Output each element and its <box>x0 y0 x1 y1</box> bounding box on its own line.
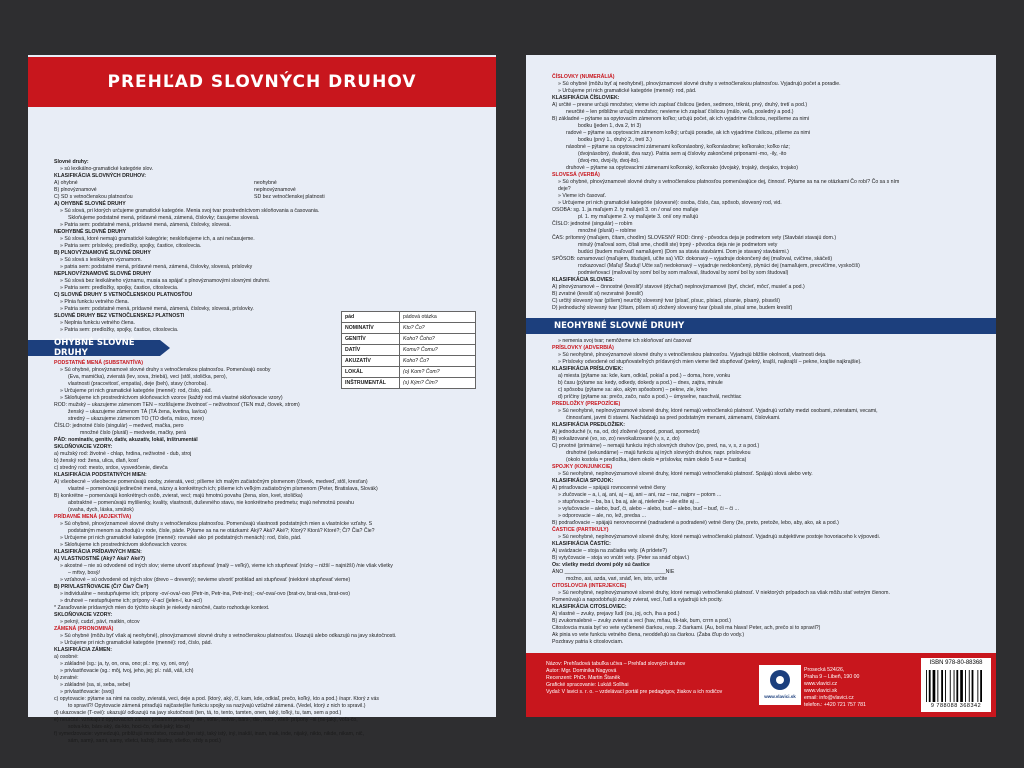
text-line: – mŕtvy, bosý/ <box>68 570 100 576</box>
text-line: ČÍSLO: jednotné číslo (singulár) – medveď, mačka, pero <box>54 423 184 429</box>
text-line: Os: všetky medzi dvomi póly sú častice <box>552 562 650 568</box>
text-line: » nemenia svoj tvar; nemôžeme ich skloňovať ani časovať <box>558 338 692 344</box>
text-line: SPOJKY (KONJUNKCIE) <box>552 464 613 470</box>
text-line: » Určujeme pri nich gramatické kategórie (slovesné): osoba, číslo, čas, spôsob, slovesný rod, vid. <box>558 200 782 206</box>
text-line: » Neplnia funkciu vetného člena. <box>60 320 135 326</box>
footer-credits <box>546 661 722 696</box>
text-line: » Sú ohybné, plnovýznamové slovné druhy s vetnočlenskou platnosťou pomenúvajúce dej, činnosť. Pýtame sa na ne otázkami Čo robí? Čo sa s ním <box>558 179 900 185</box>
text-line: » Plnia funkciu vetného člena. <box>60 299 129 305</box>
barcode-bar <box>977 670 978 702</box>
classification-cell: B) plnovýznamové <box>54 187 97 193</box>
barcode-bar <box>965 670 966 702</box>
barcode-bar <box>972 670 974 702</box>
text-line: deje? <box>558 186 571 192</box>
text-line: A) VLASTNOSTNÉ (Aký? Aká? Aké?) <box>54 556 145 562</box>
text-line: PRÍDAVNÉ MENÁ (ADJEKTÍVA) <box>54 514 132 520</box>
text-line: pl. 1. my maľujeme 2. vy maľujete 3. oni/ ony maľujú <box>578 214 699 220</box>
case-name-cell: DATÍV <box>342 345 400 356</box>
text-line: CITOSLOVCIA (INTERJEKCIE) <box>552 583 627 589</box>
text-line: » Určujeme pri nich gramatické kategórie (menné): rod, číslo, pád. <box>60 388 212 394</box>
text-line: KLASIFIKÁCIA SLOVNÝCH DRUHOV: <box>54 173 147 179</box>
publisher-logo <box>759 665 801 705</box>
text-line: B) vytyčovacie – stoja vo vnútri vety. (Peter sa snáď objaví.) <box>552 555 690 561</box>
text-line: násobné – pýtame sa opytovacími zámenami koľkonásobný, koľkonásobne; koľkorako; koľko ráz; <box>566 144 790 150</box>
barcode-bar <box>950 670 951 702</box>
text-line: KLASIFIKÁCIA PRÍSLOVIEK: <box>552 366 623 372</box>
text-line: » stupňovacie – ba, ba i, ba aj, ale aj, nielenže – ale ešte aj ... <box>558 499 700 505</box>
barcode-bar <box>956 670 958 702</box>
table-header-cell: pád <box>342 312 400 323</box>
text-line: podstatným menom sa zhodujú v rode, čísle, páde. Pýtame sa na ne otázkami: Aký? Aká? Aké?; Ktorý? Ktorá? Ktoré?; Čí? Čia? Čie? <box>68 528 375 534</box>
text-line: KLASIFIKÁCIA CITOSLOVIEC: <box>552 604 627 610</box>
text-line: » Sú neohybné, neplnovýznamové slovné druhy, ktoré nemajú vetnočlenskú platnosť. Vyjadrujú vzťahy medzi osobami, zvieratami, vecami, <box>558 408 878 414</box>
barcode-bar <box>960 670 963 702</box>
case-question-cell: (s) Kým? Čím? <box>400 378 476 389</box>
barcode-bar <box>980 670 982 702</box>
text-line: » privlastňovacie: (svoj) <box>60 689 115 695</box>
classification-columns <box>54 180 470 201</box>
text-line: » pekný, cudzí, páví, matkin, otcov <box>60 619 140 625</box>
text-line: » Patria sem: predložky, spojky, častice, citoslovcia. <box>60 327 179 333</box>
credit-line: Vydal: V lavici s. r. o. – vzdelávací portál pre pedagógov, žiakov a ich rodičov <box>546 689 723 695</box>
text-line: c) opytovacie: pýtame sa nimi na osoby, zvieratá, veci, deje a pod. (ktorý, aký, čí, kam, kde, odkiaľ, prečo, koľký, kto a pod.) /napr. Ktorý z vás <box>54 696 379 702</box>
text-line: » Patria sem: príslovky, predložky, spojky, častice, citoslovcia. <box>60 243 202 249</box>
classification-cell: neohybné <box>254 180 277 186</box>
text-line: SLOVESÁ (VERBÁ) <box>552 172 600 178</box>
text-line: (svaha, dych, láska, smútok) <box>68 507 134 513</box>
text-line: » Sú slová bez lexikálneho významu, musia sa spájať s plnovýznamovými slovnými druhmi. <box>60 278 271 284</box>
text-line: KLASIFIKÁCIA SPOJOK: <box>552 478 614 484</box>
text-line: B) PLNOVÝZNAMOVÉ SLOVNÉ DRUHY <box>54 250 151 256</box>
table-row <box>342 367 476 378</box>
text-line: » Sú neohybné, neplnovýznamové slovné druhy, ktoré nemajú vetnočlenskú platnosť. Spájajú slová alebo vety. <box>558 471 813 477</box>
text-line: a) miesta (pýtame sa: kde, kam, odkiaľ, pokiaľ a pod.) – doma, hore, vonku <box>558 373 731 379</box>
isbn-label: ISBN 978-80-88368 <box>929 660 983 666</box>
text-line: » Vieme ich časovať. <box>558 193 607 199</box>
text-line: » základné (sa, si, seba, sebe) <box>60 682 131 688</box>
table-row <box>342 345 476 356</box>
publisher-address <box>804 667 866 709</box>
text-line: KLASIFIKÁCIA ČASTÍC: <box>552 541 611 547</box>
table-header-cell: pádová otázka <box>400 312 476 323</box>
address-line: Prosecká 524/26, <box>804 667 845 673</box>
text-line: b) ženský rod: žena, ulica, dlaň, kosť <box>54 458 139 464</box>
barcode <box>921 658 991 712</box>
logo-icon <box>770 670 790 690</box>
table-row <box>342 334 476 345</box>
footer <box>526 653 996 717</box>
text-line: sám, samý, sami, samy, všetci, každý, žiadny, všetko, vždy a pod.) <box>68 738 221 744</box>
numerals-verbs-block <box>526 55 996 312</box>
text-line: c) stredný rod: mesto, srdce, vysvedčenie, dievča <box>54 465 168 471</box>
text-line: » Sú slová, ktoré nemajú gramatické kategórie; neskloňujeme ich, a ani nečasujeme. <box>60 236 255 242</box>
text-line: ženský – ukazujeme zámenom TÁ (TÁ žena, kvetina, lavica) <box>68 409 207 415</box>
text-line: » Sú ohybné, plnovýznamové slovné druhy s vetnočlenskou platnosťou. Pomenúvajú vlastnosti podstatných mien a vlastnícke vzťahy. S <box>60 521 373 527</box>
text-line: C) SLOVNÉ DRUHY S VETNOČLENSKOU PLATNOSŤOU <box>54 292 193 298</box>
text-line: neurčité – len približne určujú množstvo; nevieme ich zapísať číslicou (málo, veľa, posledný a pod.) <box>566 109 794 115</box>
table-row <box>342 356 476 367</box>
text-line: A) OHYBNÉ SLOVNÉ DRUHY <box>54 201 126 207</box>
text-line: KLASIFIKÁCIA PODSTATNÝCH MIEN: <box>54 472 147 478</box>
text-line: B) základné – pýtame sa opytovacím zámenom koľko; určujú počet, ak ich vyjadríme číslicou, nepíšeme za nimi <box>552 116 809 122</box>
classification-cell: C) SD s vetnočlenskou platnosťou <box>54 194 133 200</box>
text-line: * Zaraďovanie prídavných mien do týchto skupín je niekedy náročné, často rozhoduje kontext. <box>54 605 270 611</box>
case-question-table <box>341 311 476 389</box>
text-line: budúci (budem maľovať/ namaľujem) (Dom sa stavia stavbármi. Dom je stavaný stavbármi.) <box>578 249 789 255</box>
text-line: vlastnosti (pracovitosť, empatia), deje (beh), stavy (choroba). <box>68 381 208 387</box>
case-question-cell: Koho? Čo? <box>400 356 476 367</box>
text-line: ÁNO ___________________________________NIE <box>552 569 675 575</box>
inflected-block <box>28 360 496 745</box>
case-name-cell: AKUZATÍV <box>342 356 400 367</box>
numerals-verbs-lines <box>552 74 970 312</box>
text-line: SPÔSOB: oznamovací (maľujem, študuješ, učíte sa) VID: dokonavý – vyjadruje dokončený dej (maľoval, cvičíme, skáčeš) <box>552 256 833 262</box>
text-line: » Patria sem: podstatné mená, prídavné mená, zámená, číslovky, slovesá, príslovky. <box>60 306 254 312</box>
text-line: B) vokalizované (vo, so, zo) nevokalizované (v, s, z, do) <box>552 436 680 442</box>
text-line: A) určité – presne určujú množstvo; vieme ich zapísať číslicou (jeden, sedmoro, trikrát, prvý, druhý, tretí a pod.) <box>552 102 808 108</box>
text-line: NEPLNOVÝZNAMOVÉ SLOVNÉ DRUHY <box>54 271 152 277</box>
text-line: f) vymedzovacie: vymedzujú, približujú množstvo, rozsah (ten istý, taký istý, iný, inakší, inam, inak, inde, nijaký, nikto, nikde, nikam, nič, <box>54 731 364 737</box>
text-line: bodku (jeden 1, dva 2, tri 3) <box>578 123 642 129</box>
text-line: (Eva, mamička), zvieratá (lev, sova, žriebä), veci (stôl, stolička, pero), <box>68 374 228 380</box>
text-line: množné (plurál) – robíme <box>578 228 636 234</box>
text-line: Slovné druhy: <box>54 159 89 165</box>
ean-number: 9 788088 368342 <box>930 703 982 709</box>
text-line: PRÍSLOVKY (ADVERBIÁ) <box>552 345 614 351</box>
text-line: » sú lexikálno-gramatické kategórie slov. <box>60 166 154 172</box>
inflected-lines <box>54 360 470 745</box>
text-line: c) spôsobu (pýtame sa: ako, akým spôsobom) – pekne, zle, krivo <box>558 387 708 393</box>
text-line: vlastné – pomenúvajú jedinečné mená, názvy a konkrétnych ich; píšeme ich veľkým začiatočným písmenom (Peter, Bratislava, Slovák) <box>68 486 378 492</box>
text-line: e) neurčité: vznikajú z opytovacích zámen pridaním predpony ne-, voľa-, sotva-, bárs-, da-, hoci-, všeli- prípony –si (ne-jaký, voľa-čo, <box>54 717 358 723</box>
text-line: A) uvádzacie – stoja na začiatku vety. (A prídete?) <box>552 548 667 554</box>
case-name-cell: LOKÁL <box>342 367 400 378</box>
text-line: KLASIFIKÁCIA ZÁMEN: <box>54 647 113 653</box>
text-line: B) zvukomalebné – zvuky zvierat a vecí (hav, mňau, tik-tak, bum, crrrn a pod.) <box>552 618 731 624</box>
case-name-cell: GENITÍV <box>342 334 400 345</box>
text-line: » Patria sem: predložky, spojky, častice, citoslovcia. <box>60 285 179 291</box>
credit-line: Recenzent: PhDr. Martin Štaněk <box>546 675 621 681</box>
text-line: bodku (prvý 1., druhý 2., tretí 3.) <box>578 137 652 143</box>
text-line: stredný – ukazujeme zámenom TO (TO dieťa, mäso, more) <box>68 416 205 422</box>
text-line: KLASIFIKÁCIA PREDLOŽIEK: <box>552 422 626 428</box>
text-line: ČÍSLO: jednotné (singulár) – robím <box>552 221 633 227</box>
address-line: email: info@vlavici.cz <box>804 695 854 701</box>
classification-row <box>54 180 470 187</box>
text-line: B) zvratné (kresliť si) nezvratné (kresliť) <box>552 291 643 297</box>
text-line: b) času (pýtame sa: kedy, odkedy, dokedy a pod.) – dnes, zajtra, minule <box>558 380 723 386</box>
text-line: sotva-kto, bárs-aký, da-kto, hoci-čo, všeli-jaký; kto-si) <box>68 724 190 730</box>
text-line: PÁD: nominatív, genitív, datív, akuzatív, lokál, inštrumentál <box>54 437 198 443</box>
text-line: » Patria sem: podstatné mená, prídavné mená, zámená, číslovky, slovesá. <box>60 222 231 228</box>
text-line: ZÁMENÁ (PRONOMINÁ) <box>54 626 114 632</box>
text-line: b) zvratné: <box>54 675 79 681</box>
text-line: PREDLOŽKY (PREPOZÍCIE) <box>552 401 621 407</box>
case-question-cell: Kto? Čo? <box>400 323 476 334</box>
text-line: ČÍSLOVKY (NUMERÁLIÁ) <box>552 74 615 80</box>
text-line: » zlučovacie – a, i, aj, ani, aj – aj, ani – ani, raz – raz, najprv – potom ... <box>558 492 722 498</box>
text-line: B) PRIVLASTŇOVACIE (Čí? Čia? Čie?) <box>54 584 149 590</box>
text-line: KLASIFIKÁCIA ČÍSLOVIEK: <box>552 95 620 101</box>
text-line: » Určujeme pri nich gramatické kategórie (menné): rod, pád. <box>558 88 697 94</box>
text-line: A) všeobecné – všeobecne pomenúvajú osoby, zvieratá, veci; píšeme ich malým začiatočným písmenom (človek, medveď, stôl, kresťan) <box>54 479 368 485</box>
barcode-bar <box>941 670 943 702</box>
case-question-cell: (o) Kom? Čom? <box>400 367 476 378</box>
section-header-uninflected <box>526 318 996 334</box>
uninflected-block <box>526 338 996 646</box>
text-line: činnosťami, javmi či stavmi. Nachádzajú sa pred podstatným menami, zámenami, číslovkami. <box>566 415 781 421</box>
text-line: SKLOŇOVACIE VZORY: <box>54 444 113 450</box>
text-line: » akostné – nie sú odvodené od iných slov; vieme utvoriť stupňovať (malý – veľký), vieme ich stupňovať (nízky – nižší – najnižší) /nie však všetky <box>60 563 393 569</box>
text-line: » Sú ohybné, plnovýznamové slovné druhy s vetnočlenskou platnosťou. Pomenúvajú osoby <box>60 367 271 373</box>
barcode-icon <box>926 670 986 702</box>
table-row <box>342 323 476 334</box>
text-line: A) priraďovacie – spájajú rovnocenné vetné členy <box>552 485 666 491</box>
text-line: Pozdravy patria k citoslovciam. <box>552 639 624 645</box>
uninflected-lines <box>552 338 970 646</box>
text-line: PODSTATNÉ MENÁ (SUBSTANTÍVA) <box>54 360 143 366</box>
text-line: » základné (sg.: ja, ty, on, ona, ono; pl.: my, vy, oni, ony) <box>60 661 189 667</box>
text-line: B) konkrétne – pomenúvajú konkrétnych osôb, zvierat, vecí; majú hmotnú povahu (žena, slon, kvet, stolička) <box>54 493 303 499</box>
text-line: » Skloňujeme ich prostredníctvom skloňovacích vzorov (každý rod má vlastné skloňovacie vzory) <box>60 395 283 401</box>
text-line: SKLOŇOVACIE VZORY: <box>54 612 113 618</box>
text-line: Skloňujeme podstatné mená, prídavné mená, zámená, číslovky; časujeme slovesá. <box>68 215 260 221</box>
classification-cell: neplnovýznamové <box>254 187 296 193</box>
section-title: OHYBNÉ SLOVNÉ DRUHY <box>54 338 135 358</box>
address-line: telefon.: +420 721 757 781 <box>804 702 866 708</box>
address-line: www.vlavici.cz <box>804 681 838 687</box>
text-line: » privlastňovacie (sg.: môj, tvoj, jeho, jej; pl.: náš, váš, ich) <box>60 668 194 674</box>
text-line: (dvoj-mo, dvoj-ily, dvoj-ito). <box>578 158 640 164</box>
classification-cell: SD bez vetnočlenskej platnosti <box>254 194 325 200</box>
case-question-cell: Koho? Čoho? <box>400 334 476 345</box>
text-line: SLOVNÉ DRUHY BEZ VETNOČLENSKEJ PLATNOSTI <box>54 313 185 319</box>
text-line: KLASIFIKÁCIA SLOVIES: <box>552 277 615 283</box>
text-line: minulý (maľoval som, čítali sme, chodili ste) trpný - pôvodca deja nie je podmetom vety <box>578 242 778 248</box>
text-line: abstraktné – pomenúvajú myšlienky, kvality, vlastnosti, duševného stavu, nie konkrétneho predmetu; majú nehmotnú povahu <box>68 500 354 506</box>
credit-line: Názov: Prehľadová tabuľka učiva – Prehľad slovných druhov <box>546 661 686 667</box>
title-banner <box>28 57 496 107</box>
text-line: a) osobné: <box>54 654 79 660</box>
text-line: NEOHYBNÉ SLOVNÉ DRUHY <box>54 229 127 235</box>
text-line: » Sú slová, pri ktorých určujeme gramatické kategórie. Menia svoj tvar prostredníctvom skloňovania a časovania. <box>60 208 320 214</box>
address-line: www.vlavici.sk <box>804 688 838 694</box>
text-line: B) podraďovacie – spájajú nerovnocenné (nadradené a podradené) vetné členy (že, preto, pretože, lebo, aby, ako, ak a pod.) <box>552 520 839 526</box>
credit-line: Grafické spracovanie: Lukáš Sollhai <box>546 682 629 688</box>
text-line: » vzťahové – sú odvodené od iných slov (drevo – drevený); nevieme utvoriť protiklad ani stupňovať (niektoré stupňovať vieme) <box>60 577 351 583</box>
text-line: Ak pinia vo vete funkciu vetného člena, neoddeľujú sa čiarkou. (Žaba čľup do vody.) <box>552 632 745 638</box>
text-line: množné číslo (plurál) – medvede, mačky, perá <box>80 430 187 436</box>
text-line: » Príslovky odvodené od stupňovateľných prídavných mien vieme tiež stupňovať (pekný, krajší, najkrajší – pekne, krajšie najkrajšie). <box>558 359 862 365</box>
address-line: Praha 9 – Libeň, 190 00 <box>804 674 860 680</box>
intro-block <box>28 107 496 334</box>
text-line: možno, asi, azda, vari, snáď, len, isto, určite <box>566 576 668 582</box>
poster-title: PREHĽAD SLOVNÝCH DRUHOV <box>107 72 417 92</box>
credit-line: Autor: Mgr. Dominika Nagyová <box>546 668 617 674</box>
text-line: (okolo kostola = predložka, idem okolo = príslovka; mám okolo 5 eur = častica) <box>566 457 747 463</box>
text-line: d) príčiny (pýtame sa: prečo, začo, načo a pod.) – úmyselne, naschvál, nechtiac <box>558 394 742 400</box>
case-name-cell: NOMINATÍV <box>342 323 400 334</box>
text-line: » Sú neohybné, neplnovýznamové slovné druhy, ktoré nemajú vetnočlenskú platnosť. Vyjadrujú subjektívne postoje hovoriaceho k výpovedi. <box>558 534 881 540</box>
text-line: Citoslovcia musia byť vo vete vyčlenené čiarkou, resp. 2 čiarkami. (Au, boli ma hlava! Peter, ach, prečo si to spravil?) <box>552 625 821 631</box>
text-line: » individuálne – nestupňujeme ich; prípony -ov/-ova/-ovo (Petr-in, Petr-ina, Petr-ino); -ov/-ova/-ovo (brat-ov, brat-ova, brat-ovo) <box>60 591 350 597</box>
text-line: (dvojnásobný, dvakrát, dva razy). Patria sem aj číslovky zakončené priponami -mo, -ily, -ito <box>578 151 787 157</box>
case-question-cell: Komu? Čomu? <box>400 345 476 356</box>
text-line: ROD: mužský – ukazujeme zámenom TEN – rozlišujeme životnosť – neživotnosť (TEN muž, človek, strom) <box>54 402 300 408</box>
section-title: NEOHYBNÉ SLOVNÉ DRUHY <box>554 321 685 331</box>
text-line: D) jednoduchý slovesný tvar (čítam, píšem si) zložený slovesný tvar (písali ste, písal sme, budem kresliť) <box>552 305 793 311</box>
text-line: » patria sem: podstatné mená, prídavné mená, zámená, číslovky, slovesá, príslovky <box>60 264 253 270</box>
text-line: C) určitý slovesný tvar (píšem) neurčitý slovesný tvar (písať, písuc, písiaci, písanie, písaný, písavší) <box>552 298 780 304</box>
classification-row <box>54 187 470 194</box>
text-line: » Sú ohybné (môžu byť však aj neohybné), plnovýznamové slovné druhy s vetnočlenskou platnosťou. Ukazujú alebo odkazujú na javy skutočnosti. <box>60 633 397 639</box>
text-line: » Určujeme pri nich gramatické kategórie (menné): rod, číslo, pád. <box>60 640 212 646</box>
text-line: » vylučovacie – alebo, buď, či, alebo – alebo, buď – alebo, buď – buď, či – či ... <box>558 506 739 512</box>
text-line: d) ukazovacie (T-ové): ukazujú/ odkazujú na javy skutočnosti (ten, tá, to, tento, tamten, onen, taký, toľký, tu, tam, sem a pod.) <box>54 710 342 716</box>
text-line: KLASIFIKÁCIA PRÍDAVNÝCH MIEN: <box>54 549 142 555</box>
text-line: A) jednoduché (v, na, od, do) zložené (popod, ponad, spomedzi) <box>552 429 700 435</box>
table-row <box>342 378 476 389</box>
text-line: » druhové – nestupňujeme ich; prípony -í/-ací (jelen-í, kur-ací) <box>60 598 203 604</box>
section-header-inflected <box>28 340 160 356</box>
text-line: ČAS: prítomný (maľujem, čítam, chodím) SLOVESNÝ ROD: činný - pôvodca deja je podmetom vety (Stavbári stavajú dom.) <box>552 235 837 241</box>
barcode-bar <box>945 670 946 702</box>
text-line: druhové – pýtame sa opytovacími zámenami koľkoraký, koľkorako (dvojaký, trojaký, dvojako, trojako) <box>566 165 798 171</box>
text-line: » Sú slová s lexikálnym významom. <box>60 257 142 263</box>
text-line: C) prvotné (primárne) – nemajú funkciu iných slovných druhov (po, pred, na, v, s, z a pod.) <box>552 443 760 449</box>
barcode-bar <box>929 670 931 702</box>
logo-text: www.vlavici.sk <box>764 694 796 699</box>
text-line: ČASTICE (PARTIKULY) <box>552 527 609 533</box>
text-line: podmieňovací (maľoval by som/ bol by som maľoval, študoval by som/ bol by som študoval) <box>578 270 789 276</box>
case-name-cell: INŠTRUMENTÁL <box>342 378 400 389</box>
text-line: » odporovacie – ale, no, lež, predsa ... <box>558 513 646 519</box>
text-line: radové – pýtame sa opytovacím zámenom koľký; určujú poradie, ak ich vyjadríme číslicou, píšeme za nimi <box>566 130 810 136</box>
text-line: rozkazovací (Maľuj! Študuj! Učte sa!) nedokonavý – vyjadruje nedokončený, plynúci dej (namaľujem, precvičíme, vyskočíš) <box>578 263 860 269</box>
text-line: to spravil?/ Opytovacie zámená priraďujú najčastejšie funkciu spojky sa nazývajú vzťažné zámená. (Vedel, ktorý z nich to spravil.) <box>68 703 366 709</box>
text-line: » Určujeme pri nich gramatické kategórie (menné): rovnaké ako pri podstatných menách): rod, číslo, pád. <box>60 535 302 541</box>
text-line: A) vlastné – zvuky, prejavy ľudí (ou, joj, och, íha a pod.) <box>552 611 680 617</box>
text-line: » Sú ohybné (môžu byť aj neohybné), plnovýznamové slovné druhy s vetnočlenskou platnosťou. Vyjadrujú počet a poradie. <box>558 81 841 87</box>
intro-lines <box>54 159 470 180</box>
text-line: » Sú neohybné, plnovýznamové slovné druhy s vetnočlenskou platnosťou. Vyjadrujú bližšie okolnosti, vlastnosti deja. <box>558 352 827 358</box>
table-header-row <box>342 312 476 323</box>
right-poster-sheet <box>526 55 996 717</box>
text-line: druhotné (sekundárne) – majú funkciu aj iných slovných druhov, napr. príslovkou <box>566 450 751 456</box>
text-line: a) mužský rod: životné - chlap, hrdina, neživotné - dub, stroj <box>54 451 192 457</box>
text-line: » Sú neohybné, neplnovýznamové slovné druhy, ktoré nemajú vetnočlenskú platnosť. V niektorých prípadoch sa však môžu stať vetným členom. <box>558 590 890 596</box>
classification-cell: A) ohybné <box>54 180 78 186</box>
barcode-bar <box>933 670 936 702</box>
text-line: OSOBA: sg. 1. ja maľujem 2. ty maľuješ 3. on / ona/ ono maľuje <box>552 207 699 213</box>
text-line: A) plnovýznamové – činnostné (kresliť)/ stavové (dýchať) neplnovýznamové (byť, chcieť, môcť, musieť a pod.) <box>552 284 805 290</box>
left-poster-sheet <box>28 55 496 744</box>
text-line: Pomenúvajú a napodobňujú zvuky zvierat, vecí, ľudí a vyjadrujú ich pocity. <box>552 597 723 603</box>
barcode-bar <box>926 670 927 702</box>
barcode-bar <box>969 670 970 702</box>
classification-row <box>54 194 470 201</box>
barcode-bar <box>937 670 938 702</box>
barcode-bar <box>954 670 955 702</box>
text-line: » Skloňujeme ich prostredníctvom skloňovacích vzorov. <box>60 542 188 548</box>
